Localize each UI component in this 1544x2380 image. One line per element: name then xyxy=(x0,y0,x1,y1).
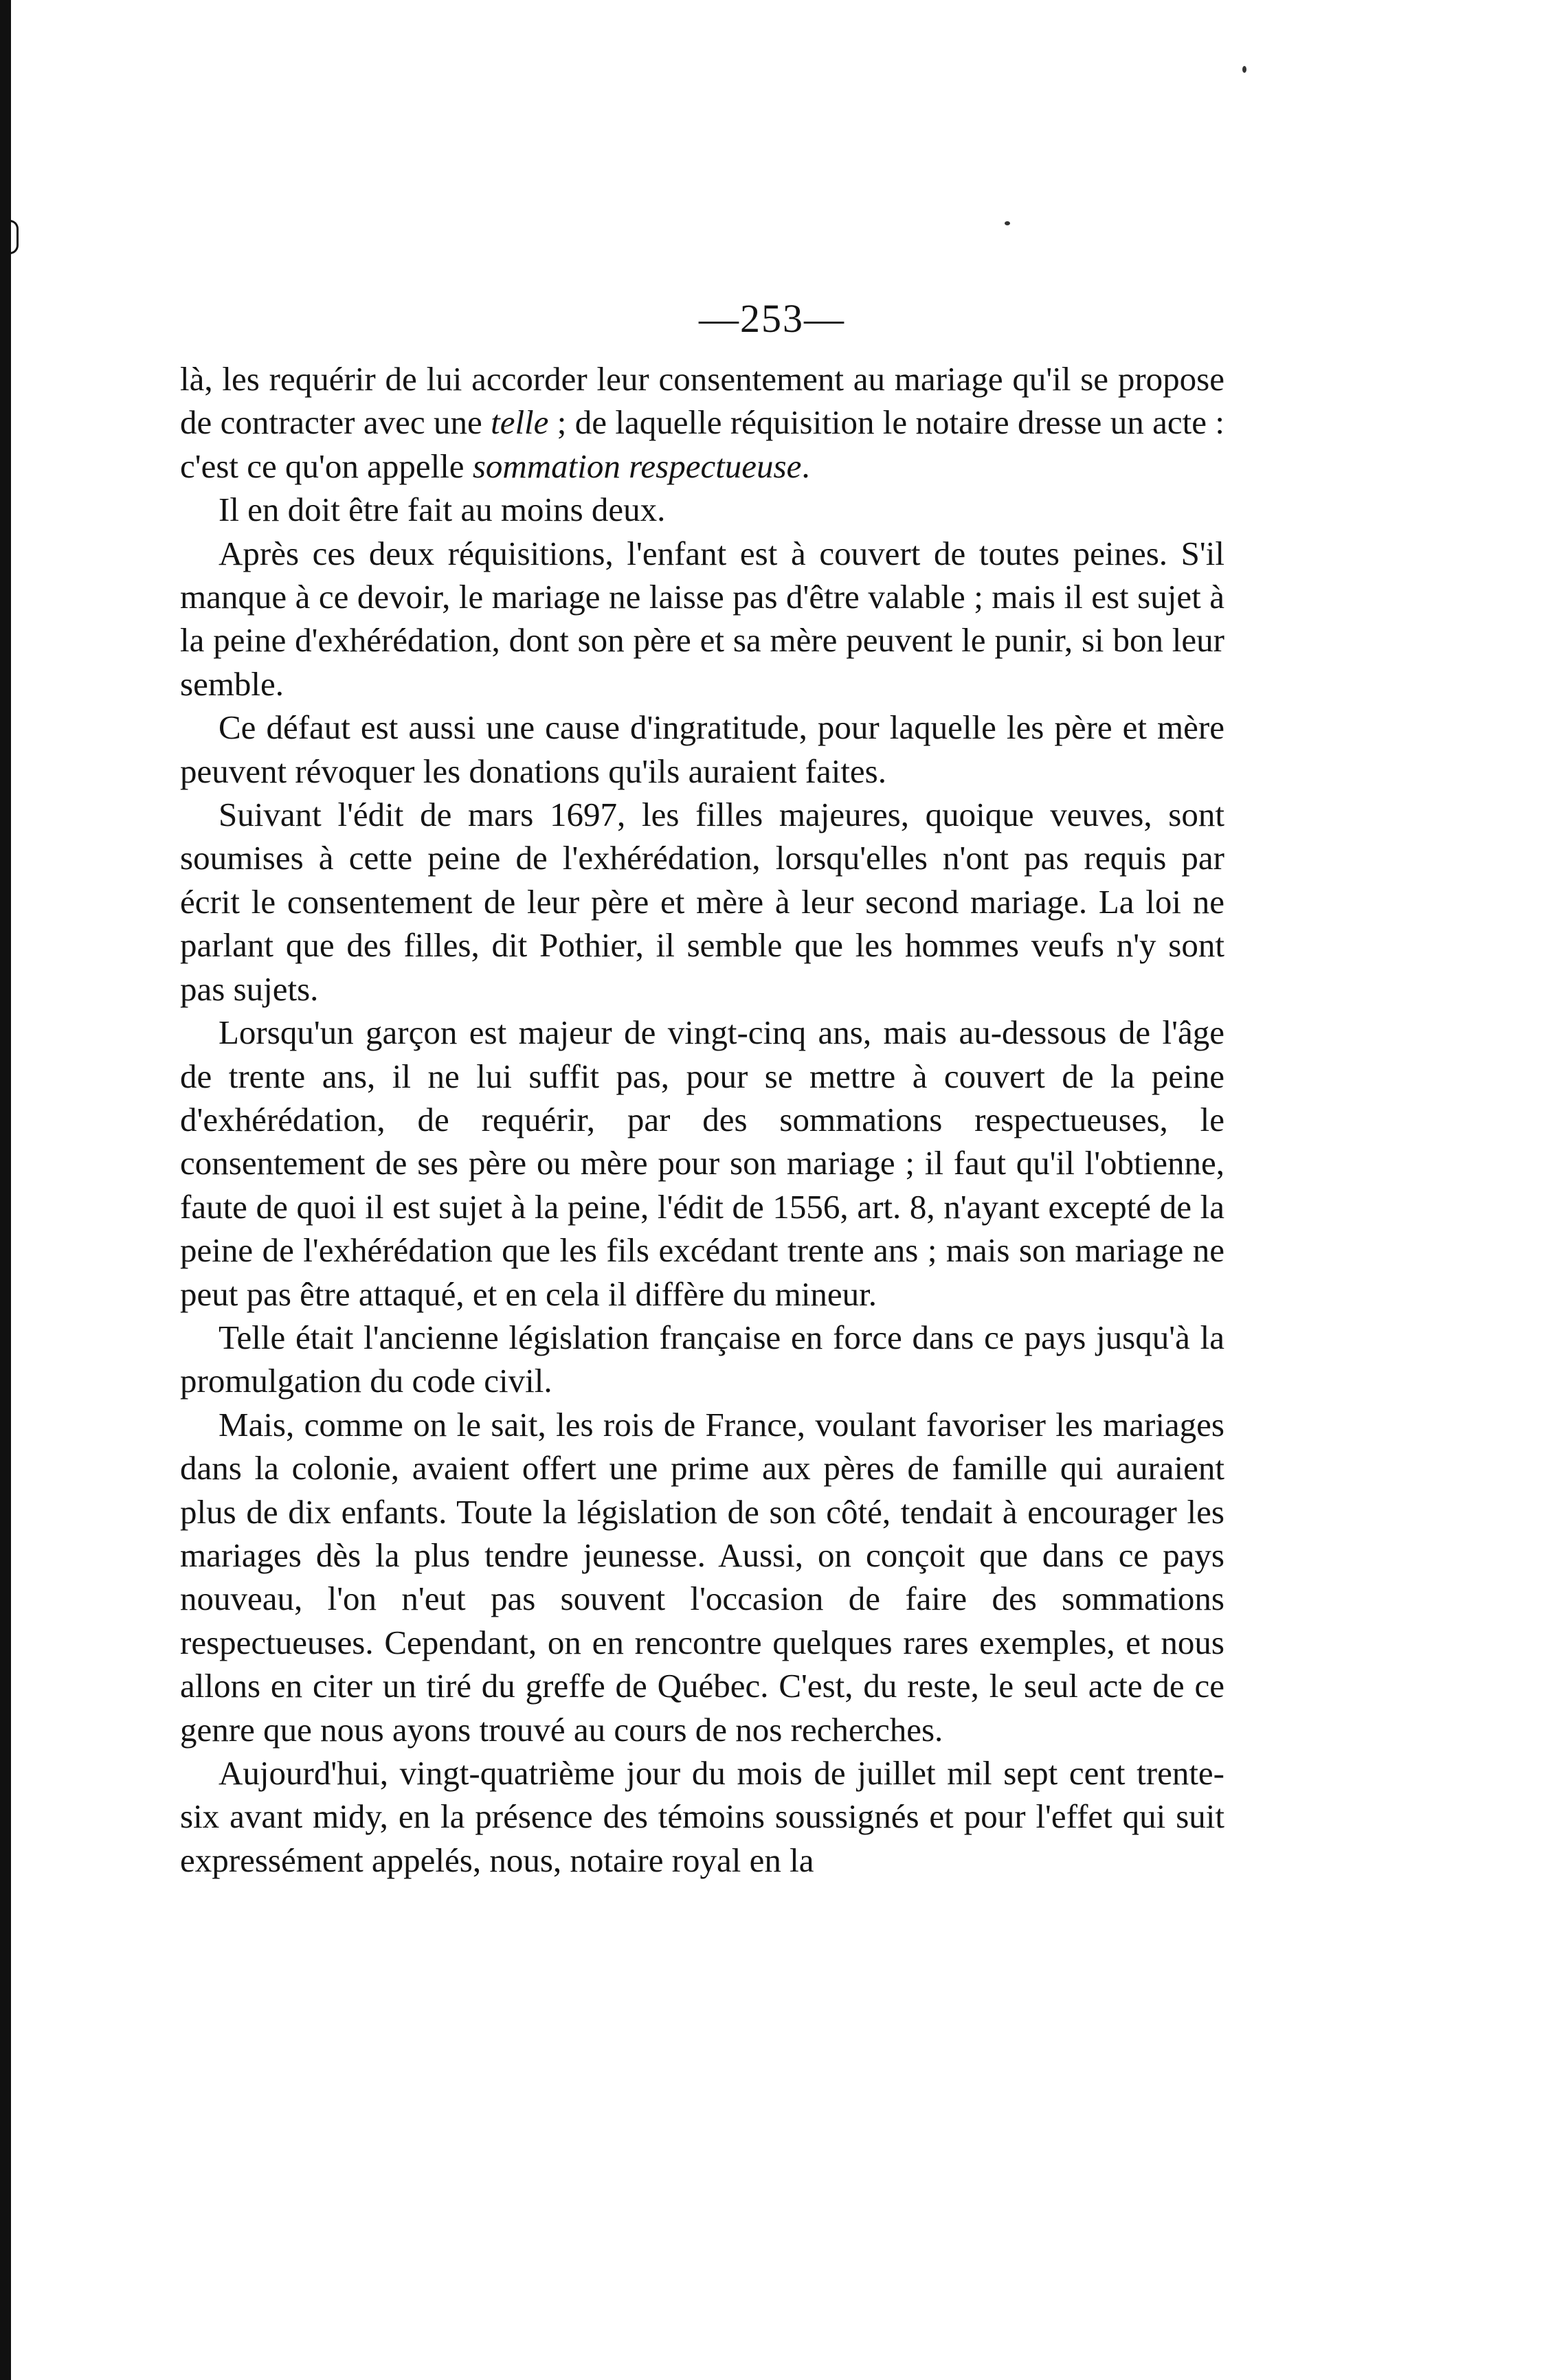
paragraph xyxy=(180,706,1224,793)
paragraph-text: Ce défaut est aussi une cause d'ingratitude, pour laquelle les père et mère peuvent révoquer les donations qu'ils auraient faites. xyxy=(180,708,1224,790)
paragraph xyxy=(180,488,1224,531)
paragraph-text: Mais, comme on le sait, les rois de France, voulant favoriser les mariages dans la colonie, avaient offert une prime aux pères de famille qui auraient plus de dix enfants. Toute la législation de son côté, tendait à encourager les mariages dès la plus tendre jeunesse. Aussi, on conçoit que dans ce pays nouveau, l'on n'eut pas souvent l'occasion de faire des sommations respectueuses. Cependant, on en rencontre quelques rares exemples, et nous allons en citer un tiré du greffe de Québec. C'est, du reste, le seul acte de ce genre que nous ayons trouvé au cours de nos recherches. xyxy=(180,1405,1224,1749)
paragraph-text: Telle était l'ancienne législation française en force dans ce pays jusqu'à la promulgation du code civil. xyxy=(180,1318,1224,1400)
paragraph xyxy=(180,1011,1224,1316)
page-body-text xyxy=(180,357,1224,1882)
italic-text: telle xyxy=(491,403,549,442)
print-speck xyxy=(1005,221,1010,225)
paragraph xyxy=(180,357,1224,488)
paragraph-text: ; de laquelle réquisition le notaire dresse un acte : c'est ce qu'on appelle xyxy=(180,403,1224,485)
paragraph xyxy=(180,1316,1224,1403)
paragraph xyxy=(180,793,1224,1011)
italic-text: sommation respectueuse xyxy=(472,447,802,485)
paragraph-text: Il en doit être fait au moins deux. xyxy=(219,491,666,529)
binding-notch xyxy=(10,220,19,254)
paragraph-text: Suivant l'édit de mars 1697, les filles majeures, quoique veuves, sont soumises à cette peine de l'exhérédation, lorsqu'elles n'ont pas requis par écrit le consentement de leur père et mère à leur second mariage. La loi ne parlant que des filles, dit Pothier, il semble que les hommes veufs n'y sont pas sujets. xyxy=(180,796,1224,1008)
paragraph-text: Aujourd'hui, vingt-quatrième jour du mois de juillet mil sept cent trente-six avant midy, en la présence des témoins soussignés et pour l'effet qui suit expressément appelés, nous, notaire royal en la xyxy=(180,1754,1224,1879)
paragraph-text: là, les requérir de lui accorder leur consentement au mariage qu'il se propose de contracter avec une xyxy=(180,360,1224,442)
paragraph xyxy=(180,532,1224,706)
paragraph xyxy=(180,1751,1224,1882)
page-binding-edge xyxy=(0,0,11,2380)
paragraph xyxy=(180,1403,1224,1751)
page-number: —253— xyxy=(699,296,845,341)
paragraph-text: Après ces deux réquisitions, l'enfant est à couvert de toutes peines. S'il manque à ce devoir, le mariage ne laisse pas d'être valable ; mais il est sujet à la peine d'exhérédation, dont son père et sa mère peuvent le punir, si bon leur semble. xyxy=(180,534,1224,703)
print-speck xyxy=(1242,66,1246,73)
paragraph-text: . xyxy=(801,447,810,485)
paragraph-text: Lorsqu'un garçon est majeur de vingt-cinq ans, mais au-dessous de l'âge de trente ans, il ne lui suffit pas, pour se mettre à couvert de la peine d'exhérédation, de requérir, par des sommations respectueuses, le consentement de ses père ou mère pour son mariage ; il faut qu'il l'obtienne, faute de quoi il est sujet à la peine, l'édit de 1556, art. 8, n'ayant excepté de la peine de l'exhérédation que les fils excédant trente ans ; mais son mariage ne peut pas être attaqué, et en cela il diffère du mineur. xyxy=(180,1013,1224,1313)
